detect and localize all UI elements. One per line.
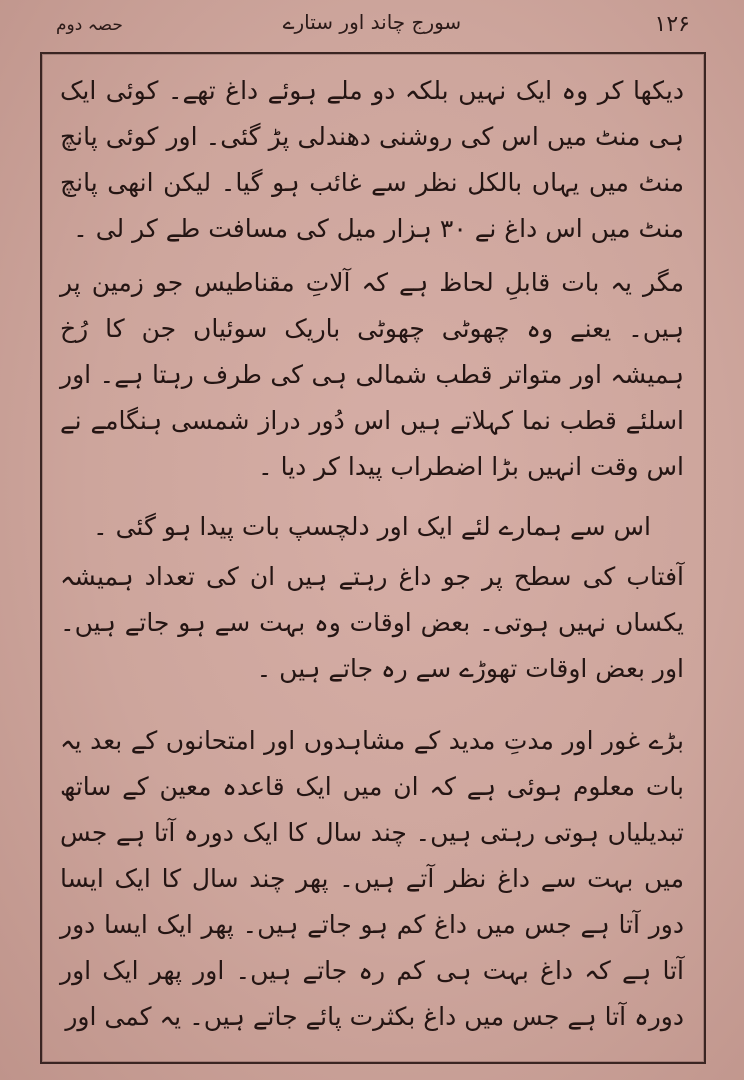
paragraph: آفتاب کی سطح پر جو داغ رہتے ہیں ان کی تعداد ہمیشہ یکساں نہیں ہوتی۔ بعض اوقات وہ بہت سے ہو جاتے ہیں۔ اور بعض اوقات تھوڑے سے رہ جاتے ہیں ۔: [60, 562, 684, 683]
page-header: [40, 6, 704, 46]
paragraph: اس سے ہمارے لئے ایک اور دلچسپ بات پیدا ہو گئی ۔: [92, 512, 651, 541]
paragraph: بڑے غور اور مدتِ مدید کے مشاہدوں اور امتحانوں کے بعد یہ بات معلوم ہوئی ہے کہ ان میں ایک قاعدہ معین کے ساتھ تبدیلیاں ہوتی رہتی ہیں۔ چند سال کا ایک دورہ آتا ہے جس میں بہت سے داغ نظر آتے ہیں۔ پھر چند سال کا ایک ایسا دور آتا ہے جس میں داغ کم ہو جاتے ہیں۔ پھر ایک ایسا دور آتا ہے کہ داغ بہت ہی کم رہ جاتے ہیں۔ اور پھر ایک اور دورہ آتا ہے جس میں داغ بکثرت پائے جاتے ہیں۔ یہ کمی اور: [60, 726, 684, 1031]
running-title: سورج چاند اور ستارے: [282, 10, 462, 34]
part-label: حصہ دوم: [56, 15, 123, 35]
paragraph: دیکھا کر وہ ایک نہیں بلکہ دو ملے ہوئے داغ تھے۔ کوئی ایک ہی منٹ میں اس کی روشنی دھندلی پڑ گئی۔ اور کوئی پانچ منٹ میں یہاں بالکل نظر سے غائب ہو گیا۔ لیکن انھی پانچ منٹ میں اس داغ نے ۳۰ ہزار میل کی مسافت طے کر لی ۔: [60, 76, 684, 243]
body-text: [60, 68, 684, 1046]
text-frame: [40, 52, 706, 1064]
page-number: ۱۲۶: [654, 12, 690, 37]
paragraph: مگر یہ بات قابلِ لحاظ ہے کہ آلاتِ مقناطیس جو زمین پر ہیں۔ یعنے وہ چھوٹی چھوٹی باریک سوئیاں جن کا رُخ ہمیشہ اور متواتر قطب شمالی ہی کی طرف رہتا ہے۔ اور اسلئے قطب نما کہلاتے ہیں اس دُور دراز شمسی ہنگامے نے اس وقت انہیں بڑا اضطراب پیدا کر دیا ۔: [60, 268, 684, 481]
